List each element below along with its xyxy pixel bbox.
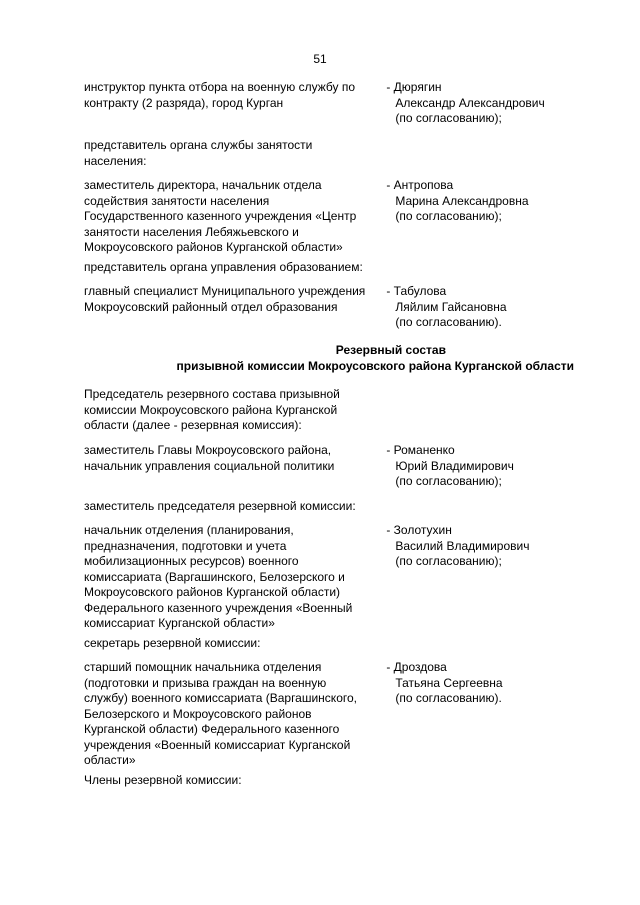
name-line: Василий Владимирович — [395, 538, 530, 553]
surname-line: - Антропова — [386, 178, 454, 192]
position-line: заместитель директора, начальник отдела — [84, 178, 322, 192]
role-paragraph — [84, 499, 574, 515]
position-text — [84, 178, 380, 256]
position-line: предназначения, подготовки и учета — [84, 538, 287, 553]
member-entry — [84, 178, 574, 256]
paragraph-line: Члены резервной комиссии: — [84, 773, 242, 787]
name-line: (по согласованию). — [395, 691, 502, 705]
role-paragraph — [84, 260, 574, 276]
page-number: 51 — [313, 52, 327, 66]
heading-line: Резервный состав — [335, 343, 446, 357]
position-line: (подготовки и призыва граждан на военную — [84, 675, 327, 690]
paragraph-line: области (далее - резервная комиссия): — [84, 418, 302, 432]
paragraph-line: населения: — [84, 153, 147, 168]
paragraph-line: заместитель председателя резервной комиссии: — [84, 499, 356, 513]
paragraph-line: Председатель резервного состава призывной — [84, 387, 340, 401]
name-line: Юрий Владимирович — [395, 458, 514, 473]
position-line: Мокроусовского районов Курганской области) — [84, 585, 341, 599]
position-line: учреждения «Военный комиссариат Курганской — [84, 737, 351, 752]
member-entry — [84, 660, 574, 769]
section-heading — [84, 343, 574, 374]
role-paragraph — [84, 773, 574, 789]
surname-line: - Золотухин — [386, 523, 452, 537]
position-line: старший помощник начальника отделения — [84, 660, 322, 674]
surname-line: - Дюрягин — [386, 80, 442, 94]
position-line: Мокроусовский районный отдел образования — [84, 299, 338, 314]
position-line: главный специалист Муниципального учреждения — [84, 284, 366, 298]
position-line: Курганской области) Федерального казенного — [84, 722, 340, 736]
member-entry — [84, 443, 574, 490]
member-name — [386, 284, 574, 331]
position-line: начальник отделения (планирования, — [84, 523, 294, 537]
surname-line: - Дроздова — [386, 660, 447, 674]
position-line: занятости населения Лебяжьевского и — [84, 224, 299, 239]
paragraph-line: представитель органа управления образованием: — [84, 260, 363, 274]
position-line: комиссариат Курганской области» — [84, 616, 275, 630]
position-line: комиссариата (Варгашинского, Белозерского и — [84, 569, 345, 584]
paragraph-line: представитель органа службы занятости — [84, 138, 313, 152]
name-line: Марина Александровна — [395, 193, 529, 208]
surname-line: - Табулова — [386, 284, 447, 298]
surname-line: - Романенко — [386, 443, 455, 457]
name-line: (по согласованию); — [395, 209, 502, 223]
name-line: Ляйлим Гайсановна — [395, 299, 507, 314]
heading-line: призывной комиссии Мокроусовского района Курганской области — [176, 358, 574, 373]
position-line: Государственного казенного учреждения «Центр — [84, 209, 357, 223]
member-name — [386, 80, 574, 127]
position-text — [84, 443, 380, 490]
position-line: службу) военного комиссариата (Варгашинского, — [84, 691, 357, 705]
role-paragraph — [84, 636, 574, 652]
position-text — [84, 660, 380, 769]
name-line: (по согласованию); — [395, 111, 502, 125]
name-line: (по согласованию); — [395, 474, 502, 488]
name-line: (по согласованию). — [395, 315, 502, 329]
position-line: Федерального казенного учреждения «Военный — [84, 600, 353, 615]
name-line: Александр Александрович — [395, 95, 545, 110]
role-paragraph — [84, 138, 574, 169]
position-line: Мокроусовского районов Курганской области» — [84, 240, 343, 254]
position-line: Белозерского и Мокроусовского районов — [84, 706, 312, 721]
position-text — [84, 523, 380, 632]
member-name — [386, 443, 574, 490]
member-entry — [84, 80, 574, 127]
member-name — [386, 660, 574, 769]
paragraph-line: комиссии Мокроусовского района Курганской — [84, 402, 338, 417]
position-line: области» — [84, 753, 136, 767]
position-line: содействия занятости населения — [84, 193, 270, 208]
name-line: (по согласованию); — [395, 554, 502, 568]
position-line: инструктор пункта отбора на военную службу по — [84, 80, 356, 94]
name-line: Татьяна Сергеевна — [395, 675, 503, 690]
member-name — [386, 178, 574, 256]
member-entry — [84, 523, 574, 632]
position-text — [84, 80, 380, 127]
position-line: заместитель Главы Мокроусовского района, — [84, 443, 332, 457]
position-line: начальник управления социальной политики — [84, 458, 335, 473]
role-paragraph — [84, 387, 574, 434]
position-text — [84, 284, 380, 331]
position-line: мобилизационных ресурсов) военного — [84, 554, 299, 568]
member-name — [386, 523, 574, 632]
paragraph-line: секретарь резервной комиссии: — [84, 636, 261, 650]
member-entry — [84, 284, 574, 331]
position-line: контракту (2 разряда), город Курган — [84, 95, 284, 110]
